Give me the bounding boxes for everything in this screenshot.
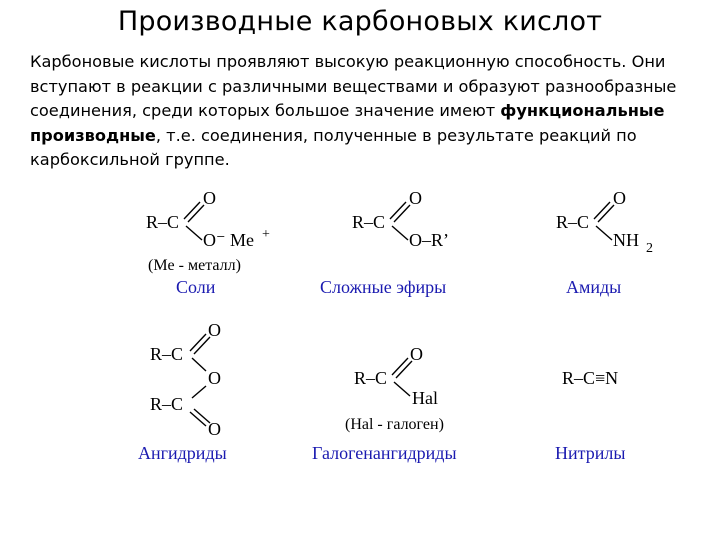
amide-nh: NH xyxy=(613,230,639,250)
anhydride-o-top: O xyxy=(208,320,221,340)
salt-note: (Me - металл) xyxy=(148,257,241,274)
salt-o-bottom: O⁻ Me xyxy=(203,230,254,250)
anhydride-o-mid: O xyxy=(208,368,221,388)
ester-caption: Сложные эфиры xyxy=(320,277,447,297)
anhydride-formula xyxy=(138,320,227,463)
ester-o-top: O xyxy=(409,188,422,208)
slide-title: Производные карбоновых кислот xyxy=(117,6,603,37)
ester-rc: R–C xyxy=(352,212,386,232)
acyl-halide-o-top: O xyxy=(410,344,423,364)
acyl-halide-caption: Галогенангидриды xyxy=(312,443,457,463)
amide-rc: R–C xyxy=(556,212,590,232)
salt-caption: Соли xyxy=(176,277,216,297)
anhydride-bond-lower xyxy=(192,386,206,398)
intro-text-1: Карбоновые кислоты проявляют высокую реакционную способность. Они вступают в реакции с различными веществами и образуют разнообразные соединения, среди которых большое значение имеют xyxy=(30,52,677,120)
acyl-halide-note: (Hal - галоген) xyxy=(345,416,444,433)
amide-caption: Амиды xyxy=(566,277,622,297)
ester-o-bottom: O–R’ xyxy=(409,230,449,250)
salt-double-bond-a xyxy=(184,202,200,219)
nitrile-caption: Нитрилы xyxy=(555,443,626,463)
anhydride-rc-top: R–C xyxy=(150,344,184,364)
ester-double-bond-a xyxy=(390,202,406,219)
intro-text-2: , т.е. соединения, полученные в результате реакций по карбоксильной группе. xyxy=(30,125,637,169)
amide-formula xyxy=(556,188,653,297)
salt-charge: + xyxy=(262,227,270,242)
nitrile-formula xyxy=(555,368,625,463)
salt-rc: R–C xyxy=(146,212,180,232)
anhydride-o-bottom: O xyxy=(208,419,221,439)
salt-o-top: O xyxy=(203,188,216,208)
amide-double-bond-a xyxy=(594,202,610,219)
amide-o-top: O xyxy=(613,188,626,208)
nitrile-formula-text: R–C≡N xyxy=(562,368,619,388)
acyl-halide-rc: R–C xyxy=(354,368,388,388)
acyl-halide-double-bond-a xyxy=(392,358,408,375)
amide-single-bond xyxy=(596,226,612,240)
ester-formula xyxy=(320,188,449,297)
anhydride-rc-bottom: R–C xyxy=(150,394,184,414)
salt-single-bond xyxy=(186,226,202,240)
acyl-halide-single-bond xyxy=(394,382,410,396)
anhydride-double-bond-bot-a xyxy=(190,412,206,426)
acyl-halide-formula xyxy=(312,344,457,463)
amide-subscript: 2 xyxy=(646,241,653,256)
salt-formula xyxy=(146,188,270,297)
anhydride-bond-upper xyxy=(192,358,206,371)
intro-bold-term: функциональные производные xyxy=(30,101,665,145)
amide-double-bond-b xyxy=(598,205,614,222)
ester-single-bond xyxy=(392,226,408,240)
acyl-halide-hal: Hal xyxy=(412,388,438,408)
anhydride-caption: Ангидриды xyxy=(138,443,227,463)
anhydride-double-bond-top-a xyxy=(190,334,206,351)
ester-double-bond-b xyxy=(394,205,410,222)
salt-double-bond-b xyxy=(188,205,204,222)
